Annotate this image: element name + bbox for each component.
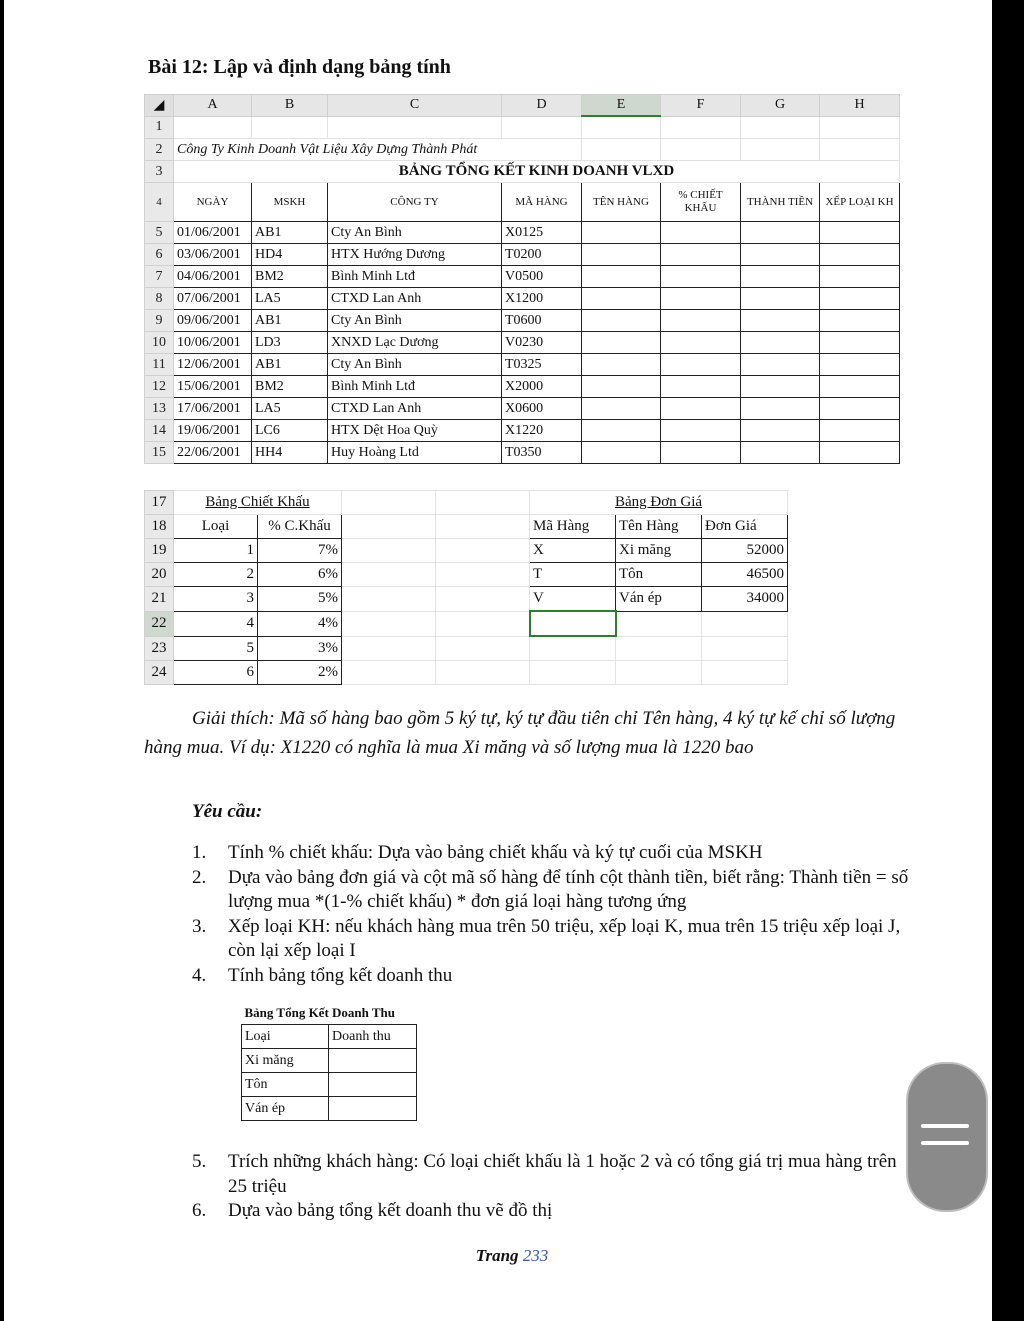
empty-cell[interactable] (436, 539, 530, 563)
cell-thanh-tien[interactable] (741, 222, 820, 244)
cell-chiet-khau[interactable] (661, 222, 741, 244)
company-name[interactable]: Công Ty Kinh Doanh Vật Liệu Xây Dựng Thành Phát (174, 139, 582, 161)
lookup-tables (144, 490, 788, 685)
exercise-title: Bài 12: Lập và định dạng bảng tính (148, 56, 451, 78)
dg-header-ma[interactable]: Mã Hàng (530, 515, 616, 539)
dg-cell-ten[interactable]: Xi măng (616, 539, 702, 563)
select-all-corner[interactable]: ◢ (145, 95, 174, 117)
cell-chiet-khau[interactable] (661, 288, 741, 310)
chiet-khau-caption: Bảng Chiết Khấu (174, 491, 342, 515)
cell-chiet-khau[interactable] (661, 310, 741, 332)
empty-cell[interactable] (436, 636, 530, 661)
table-row (145, 661, 788, 685)
summary-cell-doanh-thu (329, 1073, 417, 1097)
cell-cong-ty[interactable]: Bình Minh Ltđ (328, 376, 502, 398)
cell-ten-hang[interactable] (582, 332, 661, 354)
cell-cong-ty[interactable]: Cty An Bình (328, 310, 502, 332)
summary-cell-doanh-thu (329, 1097, 417, 1121)
dg-cell-gia[interactable]: 46500 (702, 563, 788, 587)
summary-table (241, 1001, 417, 1121)
row-number[interactable]: 8 (145, 288, 174, 310)
summary-cell-loai: Xi măng (242, 1049, 329, 1073)
cell-ma-hang[interactable]: V0230 (502, 332, 582, 354)
empty-cell[interactable] (616, 611, 702, 636)
row-number[interactable]: 2 (145, 139, 174, 161)
cell-ngay[interactable]: 10/06/2001 (174, 332, 252, 354)
requirement-number: 3. (192, 915, 207, 937)
requirement-text: Xếp loại KH: nếu khách hàng mua trên 50 triệu, xếp loại K, mua trên 15 triệu xếp loại J, còn lại xếp loại I (228, 915, 901, 961)
table-row (145, 611, 788, 636)
dg-cell-ten[interactable]: Tôn (616, 563, 702, 587)
cell-cong-ty[interactable]: Cty An Bình (328, 222, 502, 244)
cell-ma-hang[interactable]: T0325 (502, 354, 582, 376)
column-header-h[interactable]: H (820, 95, 900, 117)
table-row (145, 222, 900, 244)
column-header-row (145, 95, 900, 117)
cell-xep-loai[interactable] (820, 376, 900, 398)
cell-ma-hang[interactable]: T0600 (502, 310, 582, 332)
empty-cell[interactable] (702, 661, 788, 685)
empty-cell[interactable] (342, 661, 436, 685)
cell-mskh[interactable]: AB1 (252, 354, 328, 376)
summary-header-doanh-thu: Doanh thu (329, 1025, 417, 1049)
cell-mskh[interactable]: BM2 (252, 376, 328, 398)
requirements-title: Yêu cầu: (192, 801, 263, 822)
cell-thanh-tien[interactable] (741, 310, 820, 332)
row-number[interactable]: 20 (145, 563, 174, 587)
empty-cell[interactable] (436, 563, 530, 587)
cell-ma-hang[interactable]: V0500 (502, 266, 582, 288)
cell-xep-loai[interactable] (820, 266, 900, 288)
row-number[interactable]: 18 (145, 515, 174, 539)
ck-cell-loai[interactable]: 4 (174, 611, 258, 636)
cell-thanh-tien[interactable] (741, 332, 820, 354)
cell-chiet-khau[interactable] (661, 354, 741, 376)
table-row (145, 398, 900, 420)
requirements-list-continued (192, 1150, 912, 1224)
cell-ngay[interactable]: 12/06/2001 (174, 354, 252, 376)
cell-thanh-tien[interactable] (741, 442, 820, 464)
ck-header-pct[interactable]: % C.Khấu (258, 515, 342, 539)
empty-cell[interactable] (530, 636, 616, 661)
header-mskh[interactable]: MSKH (252, 183, 328, 222)
row-number[interactable]: 23 (145, 636, 174, 661)
sheet-table-title[interactable]: BẢNG TỔNG KẾT KINH DOANH VLXD (174, 161, 900, 183)
table-row (242, 1097, 417, 1121)
cell-ma-hang[interactable]: X0125 (502, 222, 582, 244)
row-number[interactable]: 1 (145, 116, 174, 139)
grip-line-icon (921, 1141, 969, 1145)
empty-cell[interactable] (436, 611, 530, 636)
cell-xep-loai[interactable] (820, 420, 900, 442)
summary-cell-loai: Tôn (242, 1073, 329, 1097)
column-header-f[interactable]: F (661, 95, 741, 117)
cell-mskh[interactable]: LA5 (252, 288, 328, 310)
cell-ma-hang[interactable]: X2000 (502, 376, 582, 398)
requirement-item (192, 915, 912, 964)
dg-cell-ma[interactable]: X (530, 539, 616, 563)
requirement-number: 2. (192, 866, 207, 888)
page-number: 233 (522, 1246, 549, 1265)
row-number[interactable]: 13 (145, 398, 174, 420)
don-gia-caption: Bảng Đơn Giá (530, 491, 788, 515)
cell-thanh-tien[interactable] (741, 266, 820, 288)
row-number[interactable]: 10 (145, 332, 174, 354)
requirements-list (192, 841, 912, 988)
empty-cell[interactable] (342, 587, 436, 612)
column-header-b[interactable]: B (252, 95, 328, 117)
ck-cell-loai[interactable]: 3 (174, 587, 258, 612)
cell-ngay[interactable]: 22/06/2001 (174, 442, 252, 464)
requirement-number: 4. (192, 964, 207, 986)
cell-mskh[interactable]: LA5 (252, 398, 328, 420)
main-spreadsheet (144, 94, 900, 464)
cell-ten-hang[interactable] (582, 354, 661, 376)
cell-chiet-khau[interactable] (661, 332, 741, 354)
ck-cell-pct[interactable]: 3% (258, 636, 342, 661)
requirement-item (192, 1199, 912, 1224)
cell-thanh-tien[interactable] (741, 376, 820, 398)
header-ten-hang[interactable]: TÊN HÀNG (582, 183, 661, 222)
cell-ma-hang[interactable]: X1200 (502, 288, 582, 310)
column-header-d[interactable]: D (502, 95, 582, 117)
cell-thanh-tien[interactable] (741, 288, 820, 310)
table-row (145, 563, 788, 587)
table-row (145, 636, 788, 661)
table-row (145, 442, 900, 464)
cell-ten-hang[interactable] (582, 376, 661, 398)
cell-ngay[interactable]: 07/06/2001 (174, 288, 252, 310)
ck-cell-pct[interactable]: 6% (258, 563, 342, 587)
column-header-g[interactable]: G (741, 95, 820, 117)
empty-cell[interactable] (342, 611, 436, 636)
empty-cell[interactable] (702, 611, 788, 636)
requirement-item (192, 964, 912, 989)
table-row (145, 244, 900, 266)
header-thanh-tien[interactable]: THÀNH TIỀN (741, 183, 820, 222)
row-number[interactable]: 14 (145, 420, 174, 442)
ck-cell-pct[interactable]: 7% (258, 539, 342, 563)
cell-mskh[interactable]: HD4 (252, 244, 328, 266)
table-row (242, 1049, 417, 1073)
cell-cong-ty[interactable]: HTX Hướng Dương (328, 244, 502, 266)
row-number[interactable]: 19 (145, 539, 174, 563)
column-header-e[interactable]: E (582, 95, 661, 117)
grip-line-icon (921, 1124, 969, 1128)
dg-header-ten[interactable]: Tên Hàng (616, 515, 702, 539)
header-xep-loai[interactable]: XẾP LOẠI KH (820, 183, 900, 222)
cell-chiet-khau[interactable] (661, 266, 741, 288)
cell-ten-hang[interactable] (582, 266, 661, 288)
explanation-text: Giải thích: Mã số hàng bao gồm 5 ký tự, ký tự đầu tiên chỉ Tên hàng, 4 ký tự kế chỉ số lượng hàng mua. Ví dụ: X1220 có nghĩa là mua Xi măng và số lượng mua là 1220 bao (144, 708, 896, 758)
table-row (145, 539, 788, 563)
column-header-a[interactable]: A (174, 95, 252, 117)
requirement-number: 6. (192, 1200, 207, 1221)
cell-ten-hang[interactable] (582, 398, 661, 420)
requirement-text: Tính % chiết khấu: Dựa vào bảng chiết khấu và ký tự cuối của MSKH (228, 842, 763, 863)
cell-cong-ty[interactable]: CTXD Lan Anh (328, 288, 502, 310)
row-number[interactable]: 22 (145, 611, 174, 636)
cell-cong-ty[interactable]: CTXD Lan Anh (328, 398, 502, 420)
row-number[interactable]: 24 (145, 661, 174, 685)
cell-ngay[interactable]: 17/06/2001 (174, 398, 252, 420)
empty-cell[interactable] (616, 636, 702, 661)
cell-mskh[interactable]: HH4 (252, 442, 328, 464)
empty-cell[interactable] (530, 661, 616, 685)
row-number[interactable]: 15 (145, 442, 174, 464)
empty-cell[interactable] (702, 636, 788, 661)
ck-cell-loai[interactable]: 2 (174, 563, 258, 587)
requirement-number: 1. (192, 842, 207, 863)
cell-ngay[interactable]: 04/06/2001 (174, 266, 252, 288)
cell-thanh-tien[interactable] (741, 398, 820, 420)
cell-ten-hang[interactable] (582, 310, 661, 332)
cell-chiet-khau[interactable] (661, 420, 741, 442)
cell-mskh[interactable]: AB1 (252, 310, 328, 332)
cell-ngay[interactable]: 15/06/2001 (174, 376, 252, 398)
cell-ngay[interactable]: 01/06/2001 (174, 222, 252, 244)
cell-xep-loai[interactable] (820, 332, 900, 354)
cell-chiet-khau[interactable] (661, 442, 741, 464)
cell-mskh[interactable]: LD3 (252, 332, 328, 354)
dg-cell-gia[interactable]: 34000 (702, 587, 788, 612)
footer-label: Trang (475, 1246, 519, 1265)
cell-ten-hang[interactable] (582, 222, 661, 244)
empty-cell[interactable] (342, 636, 436, 661)
requirement-item (192, 841, 912, 866)
ck-cell-loai[interactable]: 5 (174, 636, 258, 661)
table-row (145, 332, 900, 354)
ck-cell-loai[interactable]: 6 (174, 661, 258, 685)
ck-cell-pct[interactable]: 2% (258, 661, 342, 685)
dg-cell-ma[interactable]: V (530, 587, 616, 612)
ck-cell-loai[interactable]: 1 (174, 539, 258, 563)
cell-xep-loai[interactable] (820, 222, 900, 244)
summary-title: Bảng Tổng Kết Doanh Thu (244, 1004, 396, 1020)
summary-cell-doanh-thu (329, 1049, 417, 1073)
empty-cell[interactable] (342, 539, 436, 563)
requirement-text: Dựa vào bảng tổng kết doanh thu vẽ đồ thị (228, 1200, 553, 1221)
header-ngay[interactable]: NGÀY (174, 183, 252, 222)
empty-cell[interactable] (436, 661, 530, 685)
header-cong-ty[interactable]: CÔNG TY (328, 183, 502, 222)
cell-chiet-khau[interactable] (661, 244, 741, 266)
scroll-handle[interactable] (906, 1062, 988, 1212)
dg-header-gia[interactable]: Đơn Giá (702, 515, 788, 539)
cell-xep-loai[interactable] (820, 398, 900, 420)
cell-ten-hang[interactable] (582, 288, 661, 310)
cell-thanh-tien[interactable] (741, 354, 820, 376)
cell-ma-hang[interactable]: X0600 (502, 398, 582, 420)
table-row (145, 420, 900, 442)
ck-cell-pct[interactable]: 4% (258, 611, 342, 636)
row-number[interactable]: 9 (145, 310, 174, 332)
cell-ten-hang[interactable] (582, 420, 661, 442)
cell-cong-ty[interactable]: HTX Dệt Hoa Quỳ (328, 420, 502, 442)
cell-chiet-khau[interactable] (661, 398, 741, 420)
table-row (145, 288, 900, 310)
ck-header-loai[interactable]: Loại (174, 515, 258, 539)
table-row (145, 587, 788, 612)
header-ma-hang[interactable]: MÃ HÀNG (502, 183, 582, 222)
row-number[interactable]: 7 (145, 266, 174, 288)
dg-cell-ma[interactable]: T (530, 563, 616, 587)
cell-cong-ty[interactable]: Huy Hoàng Ltd (328, 442, 502, 464)
requirement-text: Tính bảng tổng kết doanh thu (228, 964, 453, 986)
table-row (145, 266, 900, 288)
requirement-text: Trích những khách hàng: Có loại chiết khấu là 1 hoặc 2 và có tổng giá trị mua hàng trên 25 triệu (228, 1151, 897, 1197)
cell-thanh-tien[interactable] (741, 420, 820, 442)
cell-ma-hang[interactable]: T0350 (502, 442, 582, 464)
cell-xep-loai[interactable] (820, 244, 900, 266)
requirement-number: 5. (192, 1151, 207, 1172)
cell-cong-ty[interactable]: Bình Minh Ltđ (328, 266, 502, 288)
table-row (145, 310, 900, 332)
empty-cell[interactable] (342, 563, 436, 587)
cell-ngay[interactable]: 09/06/2001 (174, 310, 252, 332)
cell-mskh[interactable]: BM2 (252, 266, 328, 288)
cell-ten-hang[interactable] (582, 244, 661, 266)
cell-xep-loai[interactable] (820, 442, 900, 464)
requirement-text: Dựa vào bảng đơn giá và cột mã số hàng để tính cột thành tiền, biết rằng: Thành tiền = số lượng mua *(1-% chiết khấu) * đơn giá loại hàng tương ứng (228, 866, 909, 912)
row-number[interactable]: 17 (145, 491, 174, 515)
requirement-item (192, 866, 912, 915)
ck-cell-pct[interactable]: 5% (258, 587, 342, 612)
row-number[interactable]: 11 (145, 354, 174, 376)
cell-ma-hang[interactable]: X1220 (502, 420, 582, 442)
summary-header-loai: Loại (242, 1025, 329, 1049)
summary-cell-loai: Ván ép (242, 1097, 329, 1121)
cell-ngay[interactable]: 19/06/2001 (174, 420, 252, 442)
cell-ngay[interactable]: 03/06/2001 (174, 244, 252, 266)
row-number[interactable]: 21 (145, 587, 174, 612)
dg-cell-ten[interactable]: Ván ép (616, 587, 702, 612)
cell-cong-ty[interactable]: Cty An Bình (328, 354, 502, 376)
row-number[interactable]: 12 (145, 376, 174, 398)
table-row (145, 376, 900, 398)
cell-chiet-khau[interactable] (661, 376, 741, 398)
requirement-item (192, 1150, 912, 1199)
cell-mskh[interactable]: AB1 (252, 222, 328, 244)
cell-ten-hang[interactable] (582, 442, 661, 464)
row-number[interactable]: 3 (145, 161, 174, 183)
table-row (242, 1073, 417, 1097)
table-row (145, 354, 900, 376)
page-footer (0, 1246, 1024, 1266)
cell-thanh-tien[interactable] (741, 244, 820, 266)
row-number[interactable]: 4 (145, 183, 174, 222)
cell-xep-loai[interactable] (820, 288, 900, 310)
dg-cell-gia[interactable]: 52000 (702, 539, 788, 563)
row-number[interactable]: 5 (145, 222, 174, 244)
empty-cell[interactable] (616, 661, 702, 685)
cell-xep-loai[interactable] (820, 354, 900, 376)
row-number[interactable]: 6 (145, 244, 174, 266)
cell-cong-ty[interactable]: XNXD Lạc Dương (328, 332, 502, 354)
header-chiet-khau[interactable]: % CHIẾT KHẤU (661, 183, 741, 222)
cell-xep-loai[interactable] (820, 310, 900, 332)
active-cell[interactable] (530, 611, 616, 636)
cell-mskh[interactable]: LC6 (252, 420, 328, 442)
cell-ma-hang[interactable]: T0200 (502, 244, 582, 266)
column-header-c[interactable]: C (328, 95, 502, 117)
empty-cell[interactable] (436, 587, 530, 612)
